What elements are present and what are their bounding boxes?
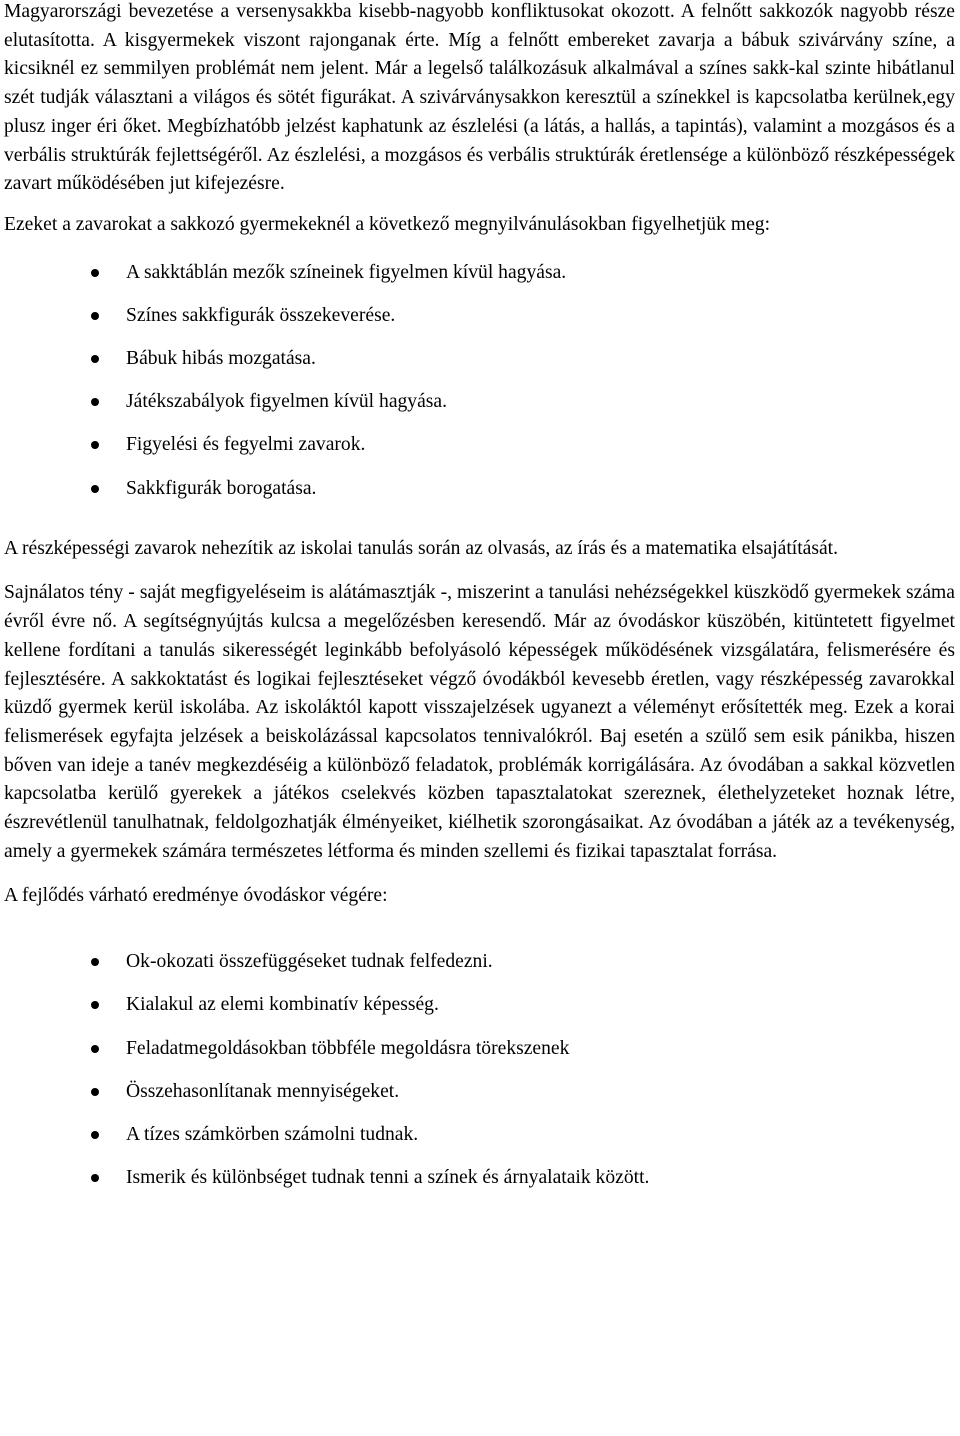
bullet-icon: [91, 441, 99, 449]
disorders-list: [4, 259, 955, 518]
bullet-icon: [91, 312, 99, 320]
bullet-icon: [91, 1045, 99, 1053]
list-item: Figyelési és fegyelmi zavarok.: [4, 431, 955, 474]
unfortunate-fact-paragraph: Sajnálatos tény - saját megfigyeléseim is alátámasztják -, miszerint a tanulási nehézségekkel küszködő gyermekek száma évről évre nő. A segítségnyújtás kulcsa a megelőzésben keresendő. Már az óvodáskor küszöbén, kitüntetett figyelmet kellene fordítani a tanulás sikerességét leginkább befolyásoló képességek működésének vizsgálatára, felismerésére és fejlesztésére. A sakkoktatást és logikai fejlesztéseket végző óvodákból kevesebb éretlen, vagy részképesség zavarokkal küzdő gyermek kerül iskolába. Az iskoláktól kapott visszajelzések ugyanezt a véleményt erősítették meg. Ezek a korai felismerések egyfajta jelzések a beiskolázással kapcsolatos tennivalókról. Baj esetén a szülő sem esik pánikba, hiszen bőven van ideje a tanév megkezdéséig a különböző feladatok, problémák korrigálására. Az óvodában a sakkal közvetlen kapcsolatba kerülő gyerekek a játékos cselekvés közben tapasztalatokat szereznek, élethelyzeteket hoznak létre, észrevétlenül tanulhatnak, feldolgozhatják élményeiket, kiélhetik szorongásaikat. Az óvodában a játék az a tevékenység, amely a gyermekek számára természetes létforma és minden szellemi és fizikai tapasztalat forrása.: [4, 582, 955, 862]
bullet-icon: [91, 1001, 99, 1009]
bullet-icon: [91, 355, 99, 363]
list-item: Játékszabályok figyelmen kívül hagyása.: [4, 388, 955, 431]
outcomes-list: [4, 948, 955, 1207]
bullet-icon: [91, 1088, 99, 1096]
list-item: A sakktáblán mezők színeinek figyelmen kívül hagyása.: [4, 259, 955, 302]
list-item: Feladatmegoldásokban többféle megoldásra törekszenek: [4, 1035, 955, 1078]
list-item: Összehasonlítanak mennyiségeket.: [4, 1078, 955, 1121]
list-item: A tízes számkörben számolni tudnak.: [4, 1121, 955, 1164]
list-item: Kialakul az elemi kombinatív képesség.: [4, 991, 955, 1034]
bullet-icon: [91, 1131, 99, 1139]
document-page: [4, 0, 955, 1207]
list-item: Ok-okozati összefüggéseket tudnak felfedezni.: [4, 948, 955, 991]
partial-abilities-paragraph: A részképességi zavarok nehezítik az iskolai tanulás során az olvasás, az írás és a matematika elsajátítását.: [4, 537, 839, 559]
bullet-icon: [91, 1174, 99, 1182]
list-item: Ismerik és különbséget tudnak tenni a színek és árnyalataik között.: [4, 1164, 955, 1207]
list-item: Sakkfigurák borogatása.: [4, 475, 955, 518]
bullet-icon: [91, 269, 99, 277]
intro-paragraph: Magyarországi bevezetése a versenysakkba kisebb-nagyobb konfliktusokat okozott. A felnőtt sakkozók nagyobb része elutasította. A kisgyermekek viszont rajonganak érte. Míg a felnőtt embereket zavarja a bábuk szivárvány színe, a kicsiknél ez semmilyen problémát nem jelent. Már a legelső találkozásuk alkalmával a színes sakk-kal szinte hibátlanul szét tudják választani a világos és sötét figurákat. A szivárványsakkon keresztül a színekkel is kapcsolatba kerülnek,egy plusz inger éri őket. Megbízhatóbb jelzést kaphatunk az észlelési (a látás, a hallás, a tapintás), valamint a mozgásos és a verbális struktúrák fejlettségéről. Az észlelési, a mozgásos és verbális struktúrák éretlensége a különböző részképességek zavart működésében jut kifejezésre.: [4, 1, 955, 195]
bullet-icon: [91, 485, 99, 493]
disorders-intro-paragraph: Ezeket a zavarokat a sakkozó gyermekeknél a következő megnyilvánulásokban figyelhetjük meg:: [4, 213, 771, 235]
bullet-icon: [91, 958, 99, 966]
development-intro-paragraph: A fejlődés várható eredménye óvodáskor végére:: [4, 885, 388, 907]
list-item: Bábuk hibás mozgatása.: [4, 345, 955, 388]
bullet-icon: [91, 398, 99, 406]
list-item: Színes sakkfigurák összekeverése.: [4, 302, 955, 345]
